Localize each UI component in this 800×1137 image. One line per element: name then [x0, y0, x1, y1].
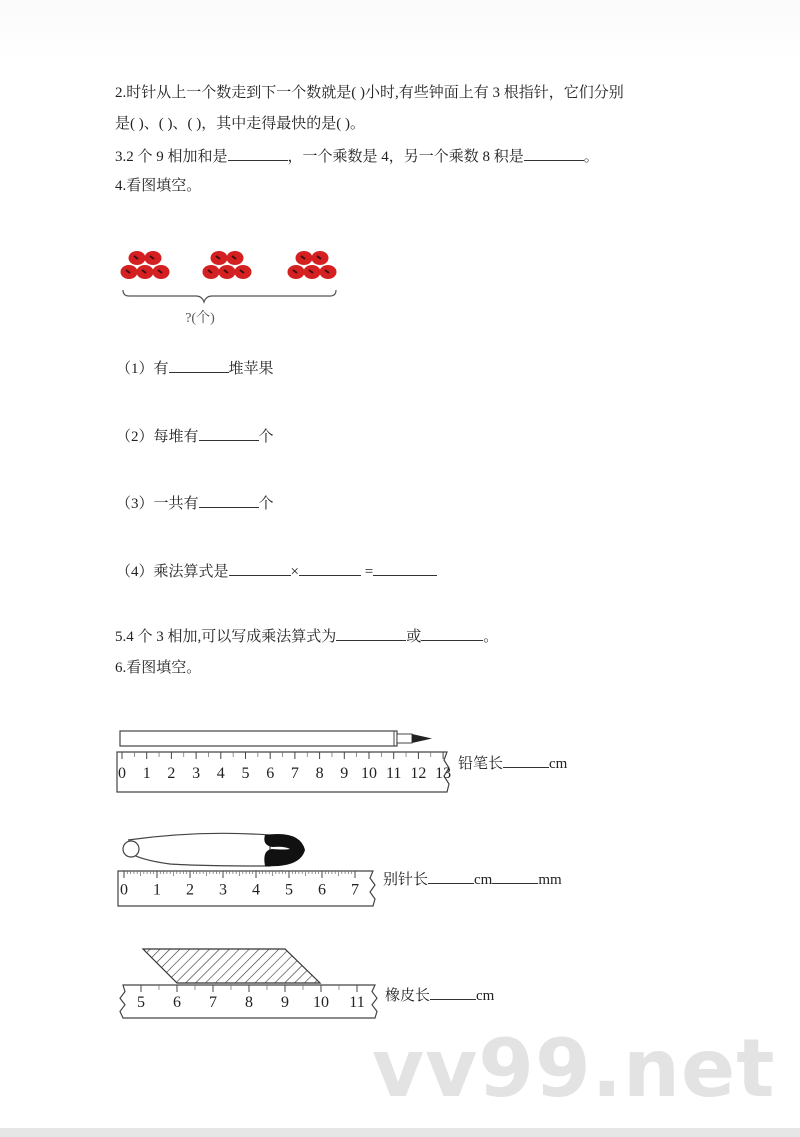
ruler-tick-label: 2 [167, 765, 176, 782]
ruler-tick-label: 7 [351, 881, 359, 899]
sub4-times: × [290, 564, 299, 580]
ruler-tick-label: 6 [266, 765, 275, 782]
sub1-post: 堆苹果 [228, 361, 274, 377]
sub2-pre: （2）每堆有 [116, 429, 199, 445]
sub4-pre: （4）乘法算式是 [116, 564, 229, 580]
q5-post: 。 [483, 629, 499, 645]
pin-blank-mm[interactable] [492, 869, 538, 884]
ruler-tick-label: 5 [137, 994, 145, 1012]
q5-pre: 5.4 个 3 相加,可以写成乘法算式为 [115, 629, 337, 645]
ruler-tick-label: 4 [252, 881, 260, 899]
eraser-label: 橡皮长 [385, 988, 431, 1004]
ruler-tick-label: 7 [209, 994, 217, 1012]
eraser-blank[interactable] [430, 985, 476, 1000]
q3-part1: 3.2 个 9 相加和是 [115, 149, 228, 165]
q3-part3: 。 [583, 149, 599, 165]
ruler-tick-label: 12 [410, 765, 427, 782]
pin-blank-cm[interactable] [428, 869, 474, 884]
ruler-tick-label: 10 [361, 765, 377, 782]
pencil [120, 731, 432, 746]
ruler-tick-label: 3 [219, 881, 227, 899]
sub4-eq: = [364, 564, 374, 580]
ruler-tick-label: 8 [315, 765, 324, 782]
ruler-tick-label: 1 [142, 765, 151, 782]
pin-answer [383, 869, 562, 890]
ruler-tick-label: 5 [285, 881, 293, 899]
sub2-post: 个 [258, 429, 274, 445]
q4-title: 4.看图填空。 [115, 178, 202, 194]
ruler-tick-label: 7 [290, 765, 299, 782]
ruler-tick-label: 4 [216, 765, 225, 782]
ruler-tick-label: 9 [340, 765, 349, 782]
q3-part2: ，一个乘数是 4，另一个乘数 8 积是 [287, 149, 524, 165]
watermark: vv99.net [372, 1022, 776, 1115]
pin-unit-cm: cm [474, 872, 493, 888]
eraser-answer [385, 985, 494, 1006]
ruler-tick-label: 10 [313, 994, 329, 1012]
sub3-post: 个 [258, 496, 274, 512]
ruler-tick-label: 2 [186, 881, 194, 899]
ruler-tick-label: 0 [118, 765, 126, 782]
eraser-ruler [120, 985, 377, 1018]
pin-label: 别针长 [383, 872, 429, 888]
q6-title: 6.看图填空。 [115, 660, 202, 676]
ruler-tick-label: 6 [318, 881, 326, 899]
ruler-tick-label: 6 [173, 994, 181, 1012]
ruler-tick-label: 0 [120, 881, 128, 899]
q5-mid: 或 [406, 629, 422, 645]
pencil-blank[interactable] [503, 753, 549, 768]
pin-ruler [118, 871, 375, 906]
ruler-tick-label: 5 [241, 765, 250, 782]
pencil-label: 铅笔长 [458, 756, 504, 772]
eraser [143, 949, 320, 983]
ruler-tick-label: 8 [245, 994, 253, 1012]
ruler-tick-label: 1 [153, 881, 161, 899]
eraser-unit: cm [476, 988, 495, 1004]
pencil-ruler [117, 752, 451, 792]
pin-unit-mm: mm [538, 872, 562, 888]
ruler-tick-label: 13 [435, 765, 452, 782]
ruler-tick-label: 11 [385, 765, 402, 782]
sub3-pre: （3）一共有 [116, 496, 199, 512]
q2-line2: 是( )、( )、( )，其中走得最快的是( )。 [115, 116, 365, 132]
ruler-tick-label: 3 [192, 765, 201, 782]
safety-pin [123, 833, 305, 866]
ruler-tick-label: 9 [281, 994, 289, 1012]
pencil-unit: cm [549, 756, 568, 772]
sub1-pre: （1）有 [116, 361, 169, 377]
pencil-answer [458, 753, 567, 774]
figure-label: ?(个) [185, 311, 215, 326]
ruler-tick-label: 11 [349, 994, 365, 1012]
q2-line1: 2.时针从上一个数走到下一个数就是( )小时,有些钟面上有 3 根指针，它们分别 [115, 85, 624, 101]
